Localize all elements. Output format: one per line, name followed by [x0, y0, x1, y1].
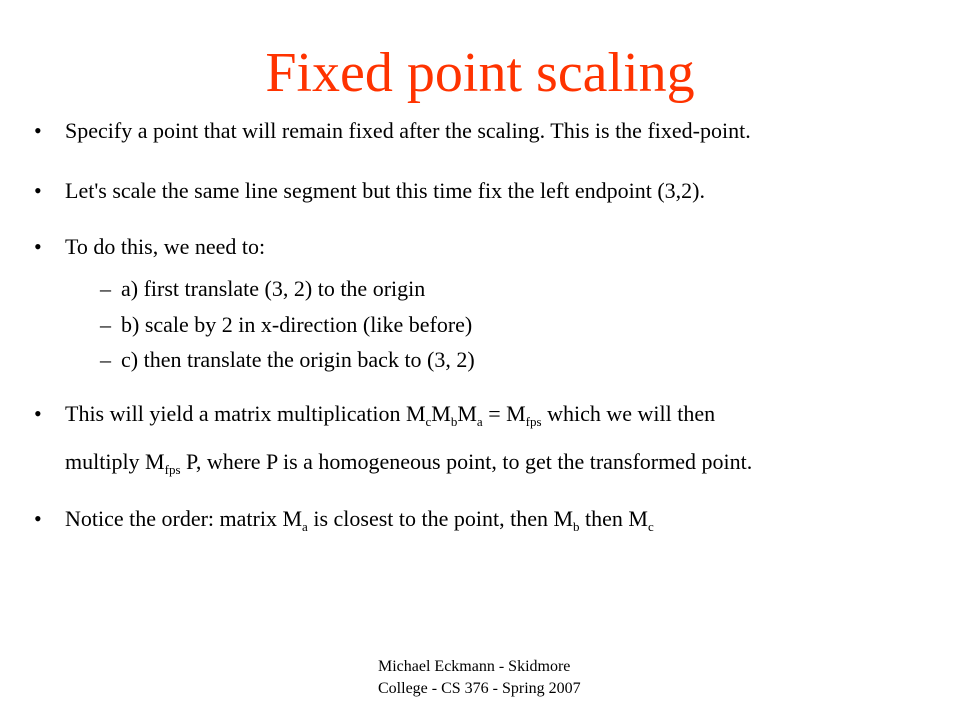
subscript: a [302, 519, 308, 534]
slide-footer [378, 656, 581, 700]
subscript: b [450, 414, 458, 429]
text-run: = M [482, 401, 526, 426]
bullet-text [65, 401, 715, 427]
bullet-text [65, 449, 752, 475]
sub-bullet-text: c) then translate the origin back to (3, 2) [121, 347, 475, 372]
text-run: multiply M [65, 449, 165, 474]
bullet-dot-icon: • [34, 118, 42, 143]
bullet-text: To do this, we need to: [65, 234, 266, 259]
dash-icon: – [100, 312, 111, 337]
text-run: P, where P is a homogeneous point, to get the transformed point. [180, 449, 753, 474]
footer-line: Michael Eckmann - Skidmore [378, 658, 571, 675]
footer-line: College - CS 376 - Spring 2007 [378, 680, 581, 697]
subscript: c [425, 414, 432, 429]
bullet-dot-icon: • [34, 234, 42, 259]
subscript: fps [525, 414, 542, 429]
slide-title: Fixed point scaling [265, 42, 695, 104]
text-run: M [431, 401, 451, 426]
subscript: c [647, 519, 654, 534]
subscript: fps [164, 462, 181, 477]
text-run: M [457, 401, 477, 426]
dash-icon: – [100, 347, 111, 372]
bullet-dot-icon: • [34, 401, 42, 426]
bullet-text [65, 506, 654, 532]
sub-bullet-text: b) scale by 2 in x-direction (like before) [121, 312, 473, 337]
bullet-dot-icon: • [34, 178, 42, 203]
text-run: This will yield a matrix multiplication M [65, 401, 426, 426]
text-run: then M [579, 506, 648, 531]
text-run: which we will then [541, 401, 716, 426]
sub-bullet-text: a) first translate (3, 2) to the origin [121, 276, 426, 301]
text-run: is closest to the point, then M [307, 506, 574, 531]
bullet-text: Specify a point that will remain fixed after the scaling. This is the fixed-point. [65, 118, 751, 143]
bullet-dot-icon: • [34, 506, 42, 531]
bullet-text: Let's scale the same line segment but this time fix the left endpoint (3,2). [65, 178, 705, 203]
text-run: Notice the order: matrix M [65, 506, 303, 531]
subscript: b [573, 519, 580, 534]
dash-icon: – [100, 276, 111, 301]
subscript: a [476, 414, 483, 429]
